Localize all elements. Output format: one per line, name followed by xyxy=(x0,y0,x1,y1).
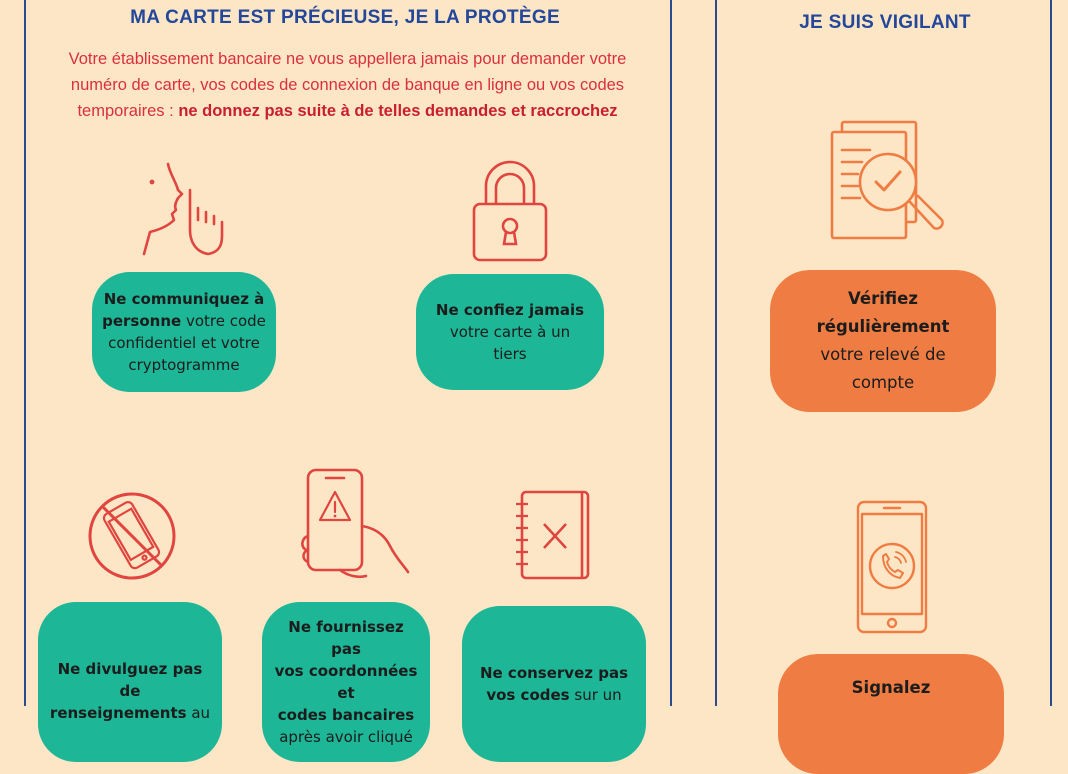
intro-line-3: temporaires : ne donnez pas suite à de telles demandes et raccrochez xyxy=(77,102,618,120)
padlock-icon xyxy=(468,160,552,264)
info-card-disclose: Ne divulguez pas de renseignements au xyxy=(38,602,222,762)
notebook-cross-icon xyxy=(510,486,596,584)
intro-text xyxy=(20,46,675,124)
info-card-keep: Ne conservez pas vos codes sur un xyxy=(462,606,646,762)
info-card-report: Signalez xyxy=(778,654,1004,774)
intro-line-1: Votre établissement bancaire ne vous appellera jamais pour demander votre xyxy=(68,50,627,68)
divider-right xyxy=(715,0,717,706)
info-card-communicate: Ne communiquez à personne votre code confidentiel et votre cryptogramme xyxy=(92,272,276,392)
intro-line-2: numéro de carte, vos codes de connexion de banque en ligne ou vos codes xyxy=(70,76,625,94)
no-phone-icon xyxy=(84,488,180,584)
section-heading-vigilant: JE SUIS VIGILANT xyxy=(799,12,971,33)
phone-call-icon xyxy=(854,498,930,636)
section-heading-protect: MA CARTE EST PRÉCIEUSE, JE LA PROTÈGE xyxy=(130,7,560,28)
silence-gesture-icon xyxy=(138,160,228,260)
info-card-provide: Ne fournissez pas vos coordonnées et codes bancaires après avoir cliqué xyxy=(262,602,430,762)
info-card-verify: Vérifiez régulièrement votre relevé de compte xyxy=(770,270,996,412)
right-border xyxy=(1050,0,1052,706)
info-card-entrust: Ne confiez jamais votre carte à un tiers xyxy=(416,274,604,390)
phone-warning-icon xyxy=(300,466,412,582)
document-check-icon xyxy=(826,118,950,244)
